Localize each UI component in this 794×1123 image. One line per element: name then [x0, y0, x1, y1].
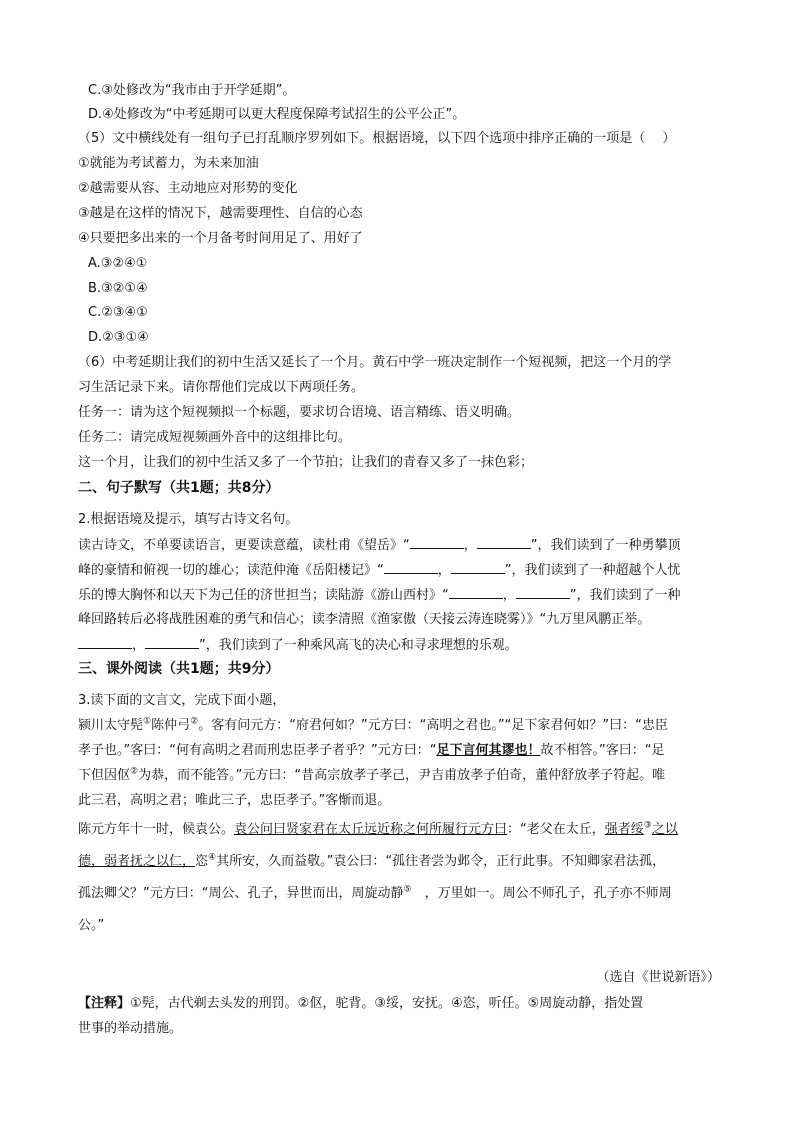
q5-sentence-1: ①就能为考试蓄力，为未来加油: [78, 156, 259, 171]
passage-text: 恣: [195, 854, 209, 869]
q2-line-3-text-c: ”，我们读到了一种: [569, 588, 681, 603]
q4-option-c: C.③处修改为“我市由于开学延期”。: [88, 83, 296, 98]
notes-line-2: 世事的举动措施。: [78, 1021, 183, 1036]
q2-title: 2.根据语境及提示，填写古诗文名句。: [78, 512, 299, 527]
underlined-sentence: 强者绥: [604, 822, 644, 837]
q2-line-3-comma: ，: [502, 588, 516, 603]
section-2-heading: 二、句子默写（共1题；共8分）: [78, 480, 280, 496]
q4-option-d: D.④处修改为“中考延期可以更大程度保障考试招生的公平公正”。: [88, 107, 466, 122]
footnote-marker: ⑤: [403, 884, 412, 895]
underlined-sentence: 足下言何其谬也！: [436, 743, 541, 758]
passage-1-line-1: [78, 717, 728, 735]
passage-text: 故不相答。”客曰：“足: [540, 743, 665, 758]
q6-line-1: （6）中考延期让我们的初中生活又延长了一个月。黄石中学一班决定制作一个短视频，把这一个月的学: [78, 355, 672, 370]
q2-line-3: [78, 586, 728, 605]
q5-sentence-4: ④只要把多出来的一个月备考时间用足了、用好了: [78, 231, 363, 246]
q5-option-d: D.②③①④: [88, 330, 149, 345]
q5-sentence-2: ②越需要从容、主动地应对形势的变化: [78, 181, 298, 196]
section-3-heading: 三、课外阅读（共1题；共9分）: [78, 661, 280, 677]
answer-blank[interactable]: [384, 561, 438, 574]
q6-task-2: 任务二：请完成短视频画外音中的这组排比句。: [78, 430, 352, 445]
passage-1-line-4: 此三君，高明之君；唯此三子，忠臣孝子。”客惭而退。: [78, 793, 391, 808]
passage-2-line-4: 公。”: [78, 918, 105, 933]
answer-blank[interactable]: [451, 561, 505, 574]
q2-line-4: 峰回路转后必将战胜困难的勇气和信心；读李清照《渔家傲（天接云涛连晓雾）》“九万里风鹏正举。: [78, 612, 651, 627]
footnote-marker: ④: [208, 852, 217, 863]
q5-option-b: B.③②①④: [88, 281, 148, 296]
passage-text: 。客有问元方：“府君何如？”元方曰：“高明之君也。”“足下家君何如？”曰：“忠臣: [198, 718, 668, 733]
q2-line-1-text-a: 读古诗文，不单要读语言，更要读意蕴，读杜甫《望岳》“: [78, 538, 410, 553]
underlined-sentence: 袁公问曰贤家君在太丘远近称之何所履行元方曰: [234, 822, 508, 837]
footnote-marker: ③: [643, 820, 652, 831]
notes-label: 【注释】: [78, 996, 131, 1011]
q6-task-1: 任务一：请为这个短视频拟一个标题，要求切合语境、语言精练、语义明确。: [78, 405, 521, 420]
answer-blank[interactable]: [477, 536, 531, 549]
q2-line-5-text: ”，我们读到了一种乘风高飞的决心和寻求理想的乐观。: [199, 638, 518, 653]
passage-1-line-2: [78, 742, 728, 760]
q2-line-2-text-c: ”，我们读到了一种超越个人忧: [504, 563, 681, 578]
q2-line-2-comma: ，: [437, 563, 451, 578]
q2-line-3-text-a: 乐的博大胸怀和以天下为己任的济世担当；读陆游《游山西村》“: [78, 588, 449, 603]
underlined-sentence: 德，弱者抚之以仁，: [78, 854, 196, 869]
q2-line-5: [78, 636, 728, 655]
underlined-sentence: 之以: [651, 822, 678, 837]
notes-text: ①髡，古代剃去头发的刑罚。②伛，驼背。③绥，安抚。④恣，听任。⑤周旋动静，指处置: [130, 996, 644, 1011]
passage-2-line-3: [78, 885, 728, 903]
answer-blank[interactable]: [449, 586, 503, 599]
answer-blank[interactable]: [145, 636, 199, 649]
q2-line-2-text-a: 峰的豪情和俯视一切的雄心；读范仲淹《岳阳楼记》“: [78, 563, 384, 578]
passage-1-line-3: [78, 767, 728, 785]
passage-text: 下但因伛: [78, 768, 131, 783]
passage-text: 其所安，久而益敬。”袁公曰：“孤往者尝为邺令，正行此事。不知卿家君法孤，: [216, 854, 666, 869]
passage-text: 为恭，而不能答。”元方曰：“昔高宗放孝子孝己，尹吉甫放孝子伯奇，董仲舒放孝子符起。唯: [138, 768, 666, 783]
q5-option-c: C.②③④①: [88, 305, 148, 320]
q3-title: 3.读下面的文言文，完成下面小题，: [78, 693, 286, 708]
passage-text: 孝子也。”客曰：“何有高明之君而刑忠臣孝子者乎？”元方曰：“: [78, 743, 437, 758]
passage-text: 陈元方年十一时，候袁公。: [78, 822, 235, 837]
q2-line-1-text-c: ”，我们读到了一种勇攀顶: [530, 538, 681, 553]
passage-text: 陈仲弓: [151, 718, 191, 733]
q2-line-2: [78, 561, 728, 580]
q6-line-2: 习生活记录下来。请你帮他们完成以下两项任务。: [78, 380, 365, 395]
footnote-marker: ①: [143, 716, 152, 727]
answer-blank[interactable]: [516, 586, 570, 599]
notes-line-1: [78, 995, 728, 1013]
q2-line-5-comma: ，: [132, 638, 146, 653]
passage-2-line-2: [78, 853, 728, 871]
passage-text: 孤法卿父？”元方曰：“周公、孔子，异世而出，周旋动静: [78, 886, 404, 901]
passage-2-line-1: [78, 821, 728, 839]
passage-source: （选自《世说新语》）: [596, 970, 720, 985]
q2-line-1: [78, 536, 728, 555]
footnote-marker: ②: [190, 716, 199, 727]
footnote-marker: ②: [130, 766, 139, 777]
answer-blank[interactable]: [78, 636, 132, 649]
passage-text: ，万里如一。周公不师孔子，孔子亦不师周: [411, 886, 672, 901]
q5-stem: （5）文中横线处有一组句子已打乱顺序罗列如下。根据语境，以下四个选项中排序正确的一项是（ ）: [78, 131, 676, 146]
q5-option-a: A.③②④①: [88, 256, 148, 271]
q5-sentence-3: ③越是在这样的情况下，越需要理性、自信的心态: [78, 206, 363, 221]
q6-line-5: 这一个月，让我们的初中生活又多了一个节拍；让我们的青春又多了一抹色彩；: [78, 455, 534, 470]
passage-text: 颍川太守髡: [78, 718, 144, 733]
answer-blank[interactable]: [410, 536, 464, 549]
passage-text: ：“老父在太丘，: [507, 822, 605, 837]
q2-line-1-comma: ，: [463, 538, 477, 553]
